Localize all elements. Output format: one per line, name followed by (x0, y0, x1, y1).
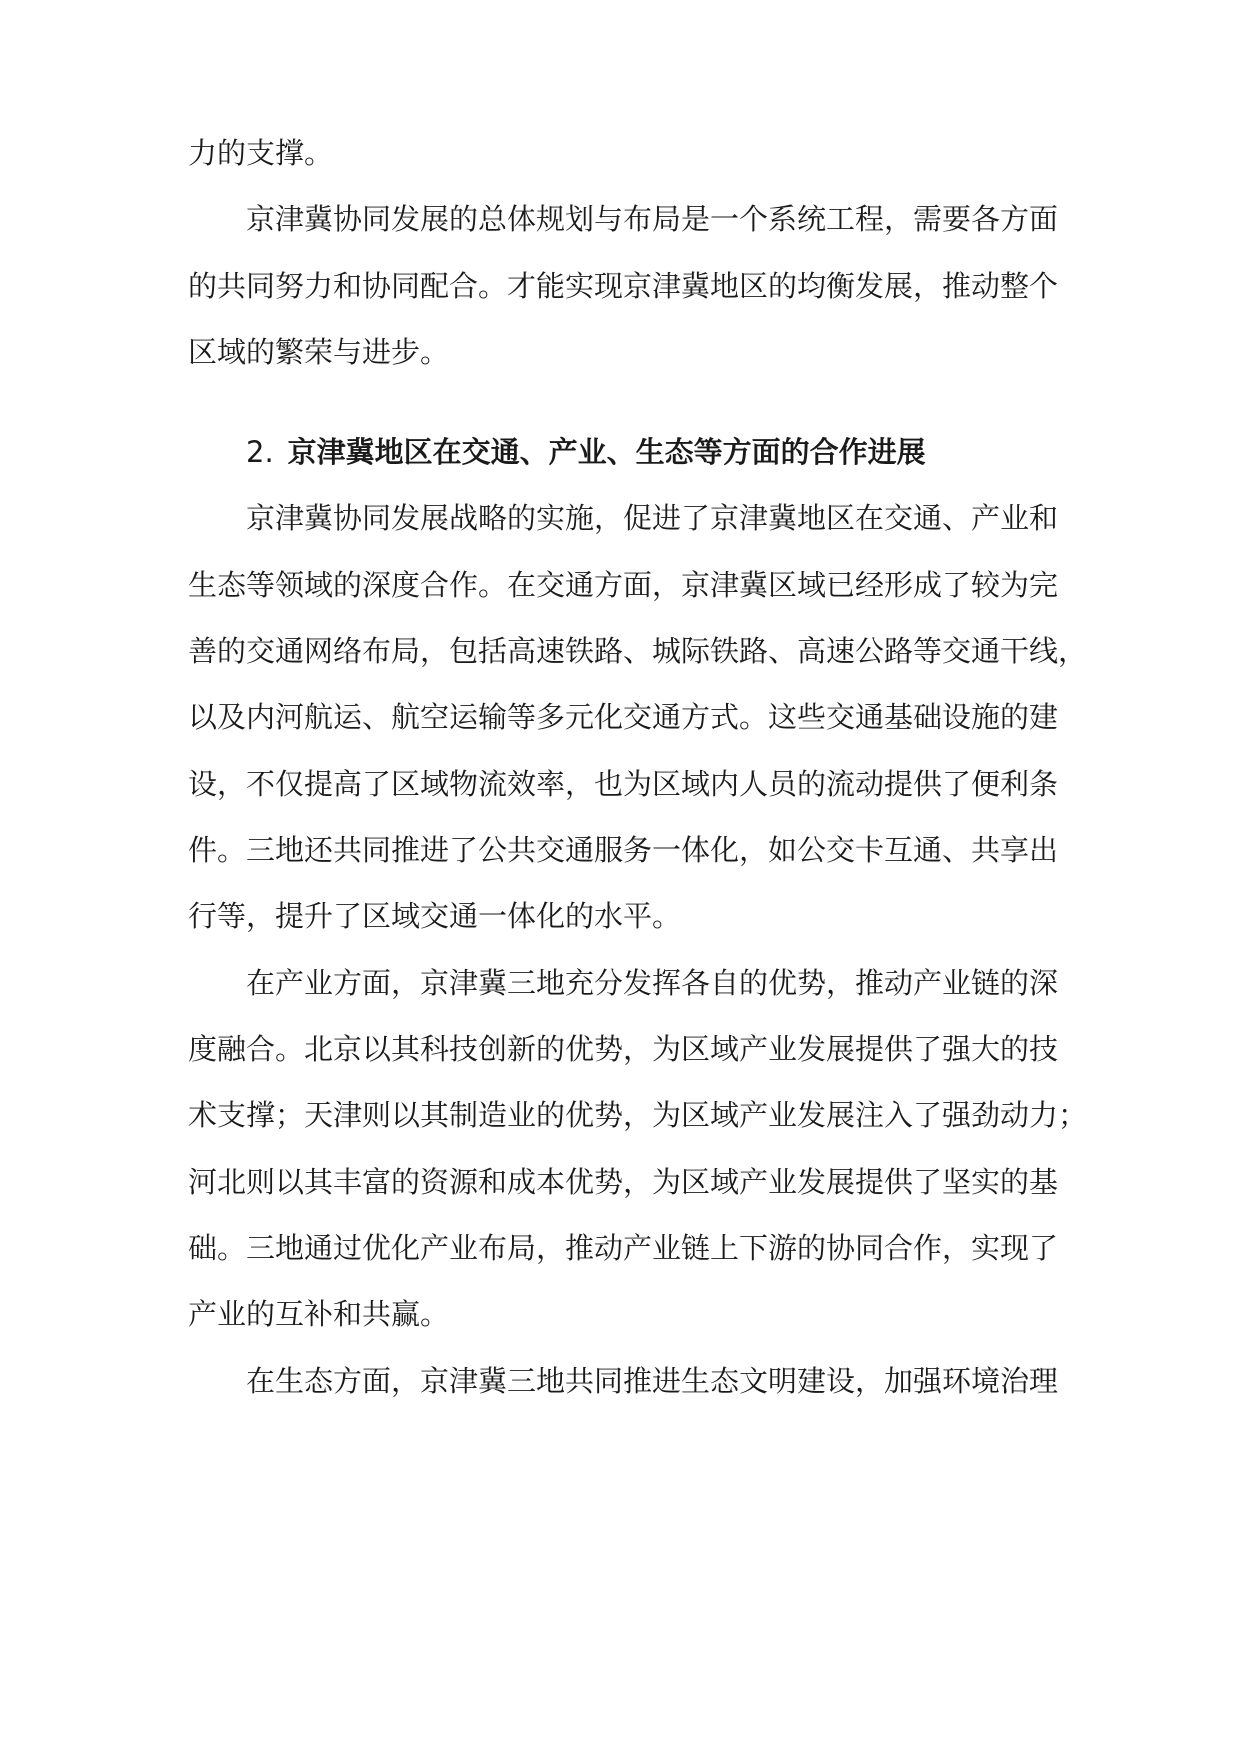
paragraph-line: 京津冀协同发展的总体规划与布局是一个系统工程，需要各方面 (246, 202, 1059, 236)
paragraph-line: 河北则以其丰富的资源和成本优势，为区域产业发展提供了坚实的基 (188, 1165, 1059, 1199)
paragraph-line: 础。三地通过优化产业布局，推动产业链上下游的协同合作，实现了 (188, 1231, 1059, 1265)
paragraph-line: 行等，提升了区域交通一体化的水平。 (188, 899, 682, 933)
paragraph-line: 术支撑；天津则以其制造业的优势，为区域产业发展注入了强劲动力； (188, 1098, 1088, 1132)
paragraph-line: 在产业方面，京津冀三地充分发挥各自的优势，推动产业链的深 (246, 966, 1059, 1000)
paragraph-line: 区域的繁荣与进步。 (188, 335, 450, 369)
paragraph-line: 件。三地还共同推进了公共交通服务一体化，如公交卡互通、共享出 (188, 833, 1059, 867)
paragraph-line: 以及内河航运、航空运输等多元化交通方式。这些交通基础设施的建 (188, 700, 1059, 734)
paragraph-line: 善的交通网络布局，包括高速铁路、城际铁路、高速公路等交通干线， (188, 634, 1088, 668)
paragraph-line: 产业的互补和共赢。 (188, 1297, 450, 1331)
paragraph-line: 力的支撑。 (188, 136, 334, 170)
section-heading (246, 434, 926, 470)
section-title: 京津冀地区在交通、产业、生态等方面的合作进展 (287, 435, 926, 469)
paragraph-line: 生态等领域的深度合作。在交通方面，京津冀区域已经形成了较为完 (188, 568, 1059, 602)
paragraph-line: 在生态方面，京津冀三地共同推进生态文明建设，加强环境治理 (246, 1364, 1059, 1398)
paragraph-line: 京津冀协同发展战略的实施，促进了京津冀地区在交通、产业和 (246, 501, 1059, 535)
paragraph-line: 度融合。北京以其科技创新的优势，为区域产业发展提供了强大的技 (188, 1032, 1059, 1066)
paragraph-line: 的共同努力和协同配合。才能实现京津冀地区的均衡发展，推动整个 (188, 269, 1059, 303)
section-number: 2. (246, 435, 274, 469)
paragraph-line: 设，不仅提高了区域物流效率，也为区域内人员的流动提供了便利条 (188, 767, 1059, 801)
